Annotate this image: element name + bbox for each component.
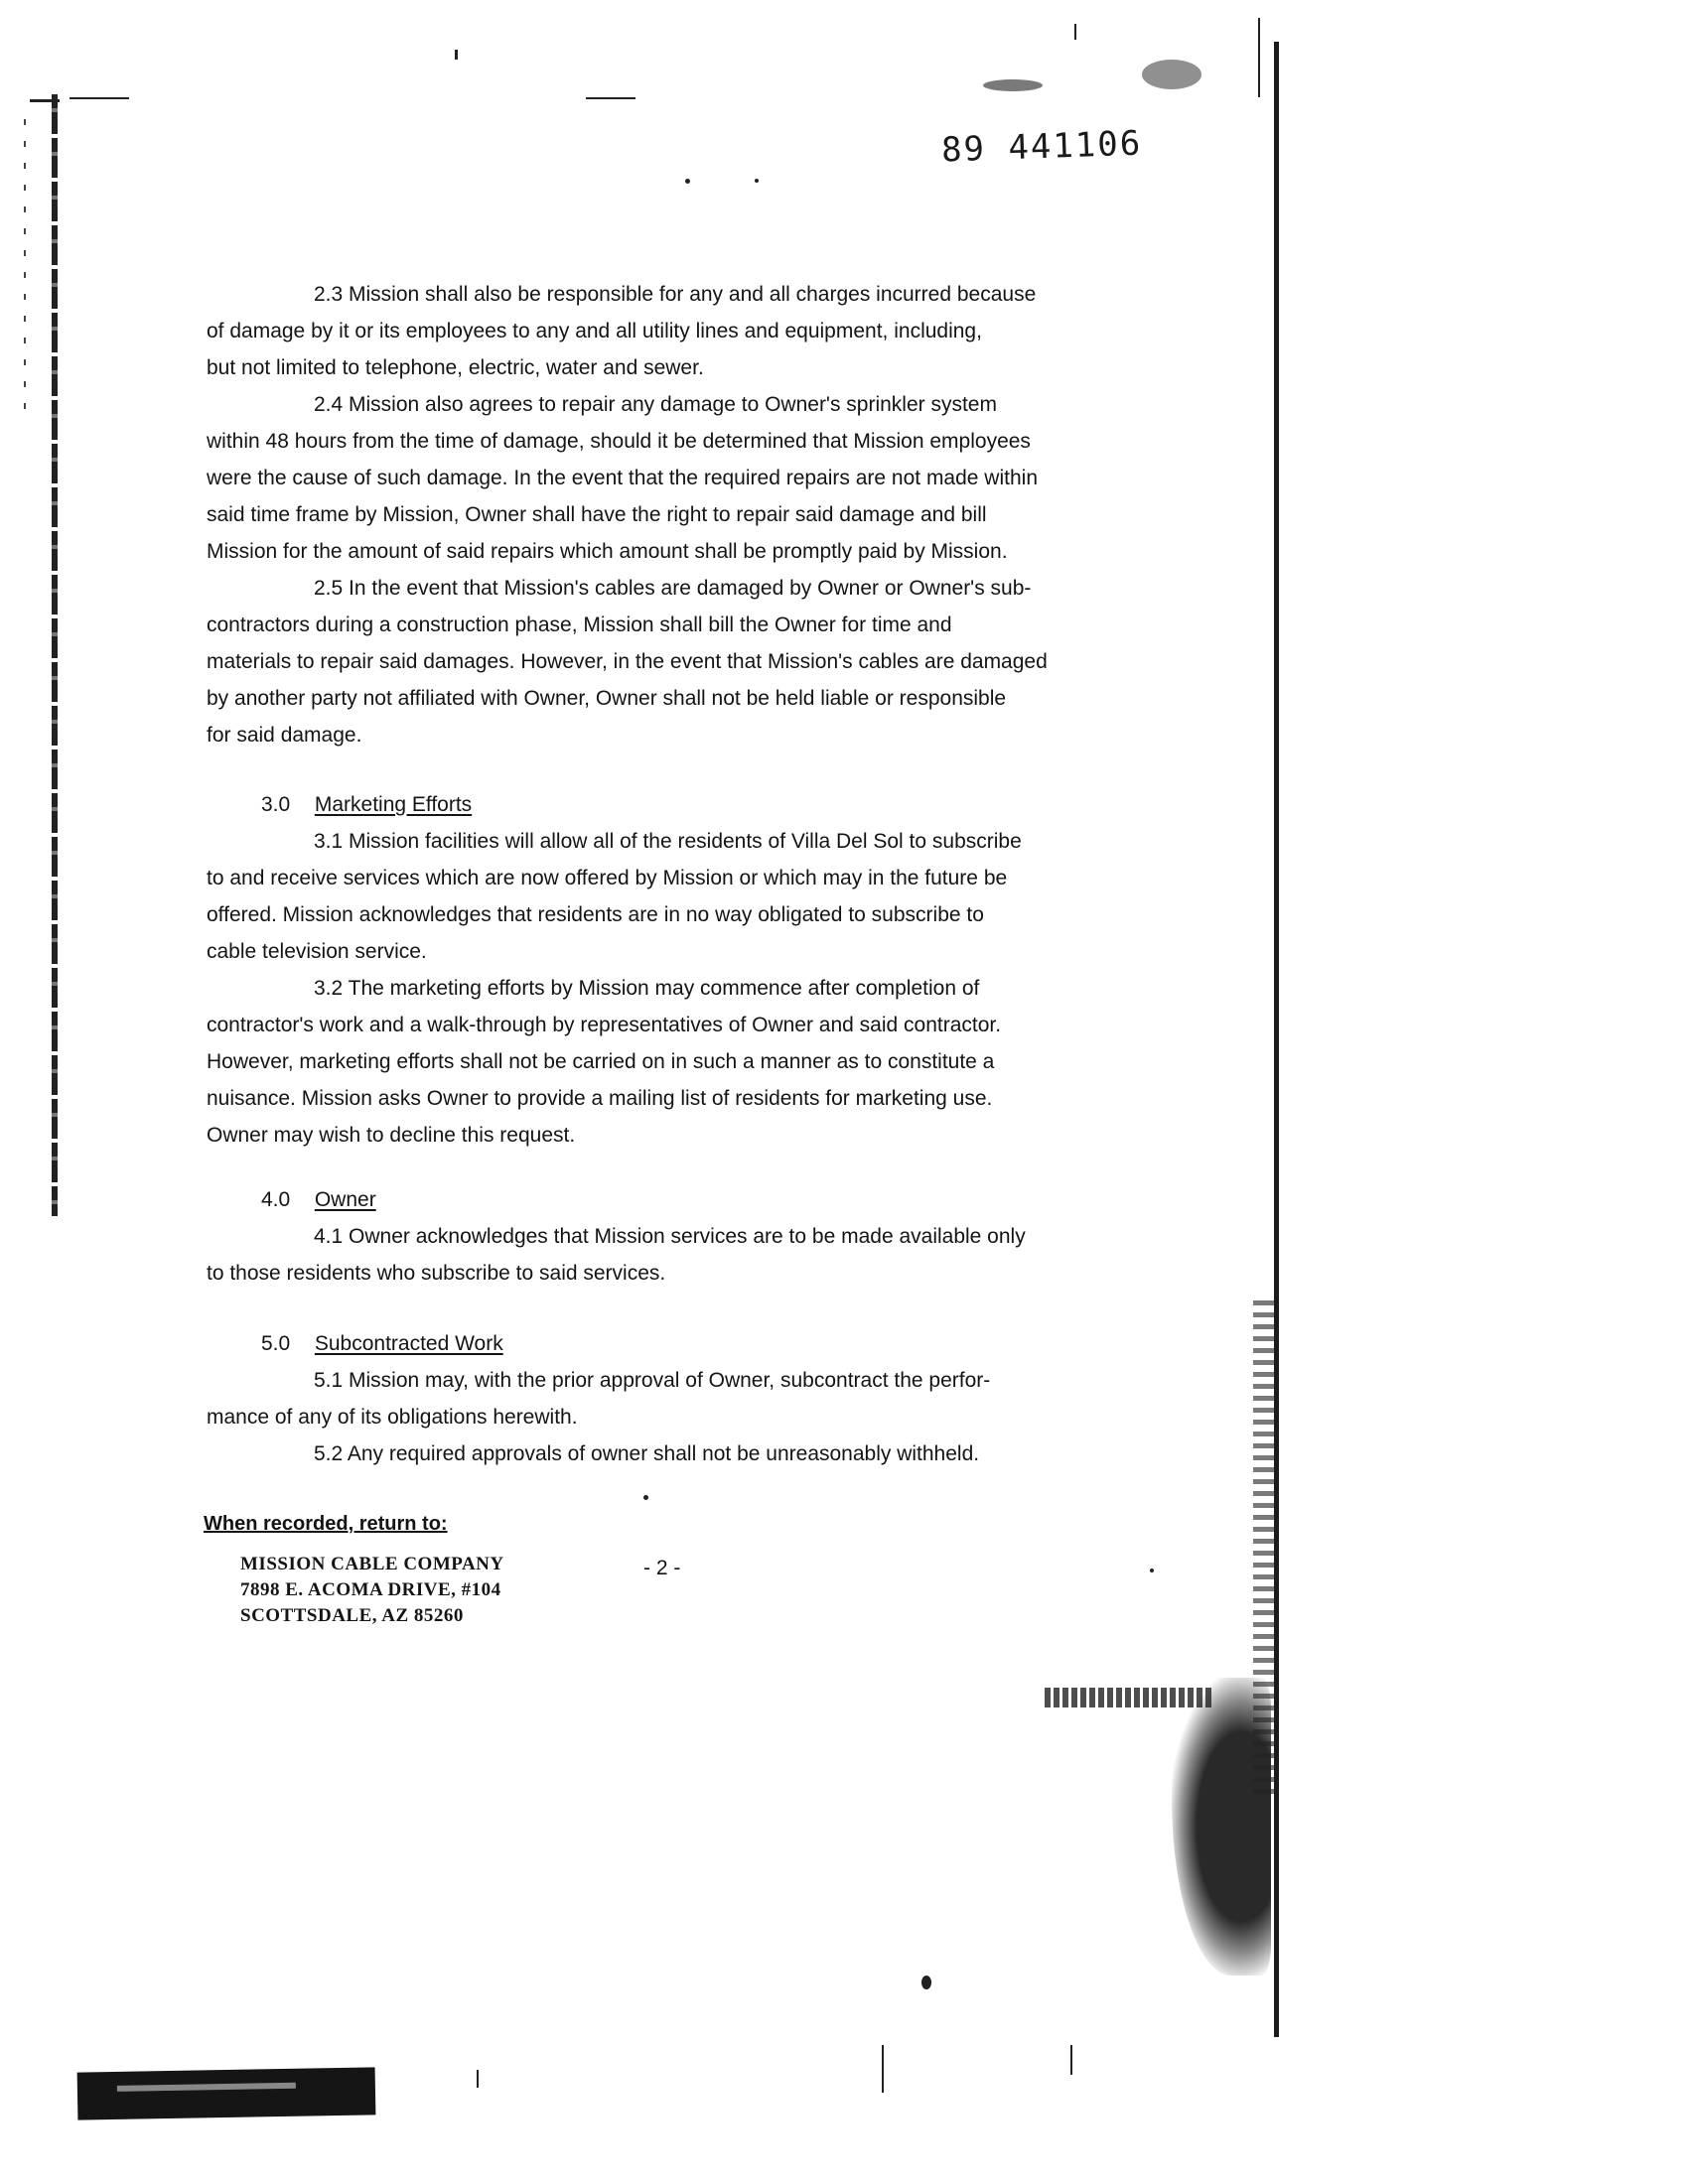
page-number: - 2 -	[643, 1557, 681, 1579]
text-line: mance of any of its obligations herewith.	[207, 1406, 578, 1429]
scan-smudge-edge	[1253, 1300, 1275, 1797]
scan-edge-left	[52, 94, 58, 1216]
text-line: 5.1 Mission may, with the prior approval of Owner, subcontract the perfor-	[314, 1369, 991, 1392]
text-line: within 48 hours from the time of damage, should it be determined that Mission employees	[207, 430, 1031, 453]
return-label: When recorded, return to:	[204, 1513, 448, 1535]
section-title: Subcontracted Work	[314, 1332, 503, 1355]
scan-speck	[1150, 1569, 1154, 1572]
scan-top-noise	[30, 20, 1271, 109]
section-heading-subcontracted-work	[261, 1331, 503, 1357]
section-heading-owner	[261, 1187, 376, 1213]
section-heading-marketing	[261, 792, 472, 818]
document-number: 89 441106	[940, 123, 1143, 171]
text-line: However, marketing efforts shall not be carried on in such a manner as to constitute a	[207, 1050, 995, 1073]
text-line: 2.3 Mission shall also be responsible for any and all charges incurred because	[314, 283, 1037, 306]
text-line: contractor's work and a walk-through by representatives of Owner and said contractor.	[207, 1014, 1002, 1036]
text-line: to those residents who subscribe to said services.	[207, 1262, 666, 1285]
scan-speck	[643, 1495, 648, 1500]
scan-speck	[921, 1976, 931, 1989]
section-title: Marketing Efforts	[314, 793, 473, 816]
address-line: SCOTTSDALE, AZ 85260	[240, 1605, 464, 1626]
text-line: offered. Mission acknowledges that residents are in no way obligated to subscribe to	[207, 903, 984, 926]
text-line: but not limited to telephone, electric, water and sewer.	[207, 356, 704, 379]
text-line: nuisance. Mission asks Owner to provide a mailing list of residents for marketing use.	[207, 1087, 993, 1110]
scan-speck	[685, 179, 690, 184]
text-line: contractors during a construction phase, Mission shall bill the Owner for time and	[207, 614, 952, 636]
scan-tick	[882, 2045, 884, 2093]
text-line: Owner may wish to decline this request.	[207, 1124, 576, 1147]
text-line: Mission for the amount of said repairs which amount shall be promptly paid by Mission.	[207, 540, 1008, 563]
section-number: 4.0	[261, 1188, 291, 1211]
text-line: of damage by it or its employees to any and all utility lines and equipment, including,	[207, 320, 982, 342]
scan-footer-mark	[77, 2067, 376, 2119]
text-line: materials to repair said damages. However, in the event that Mission's cables are damaged	[207, 650, 1048, 673]
scan-edge-left-dots	[24, 119, 26, 417]
text-line: 2.5 In the event that Mission's cables are damaged by Owner or Owner's sub-	[314, 577, 1032, 600]
text-line: for said damage.	[207, 724, 362, 747]
text-line: were the cause of such damage. In the event that the required repairs are not made within	[207, 467, 1038, 489]
scan-tick	[477, 2070, 479, 2088]
text-line: 3.2 The marketing efforts by Mission may commence after completion of	[314, 977, 980, 1000]
scan-tick	[1070, 2045, 1072, 2075]
scan-smudge-band	[1045, 1688, 1213, 1707]
address-line: 7898 E. ACOMA DRIVE, #104	[240, 1579, 501, 1600]
text-line: 5.2 Any required approvals of owner shall not be unreasonably withheld.	[314, 1442, 980, 1465]
text-line: to and receive services which are now offered by Mission or which may in the future be	[207, 867, 1008, 889]
text-line: 4.1 Owner acknowledges that Mission services are to be made available only	[314, 1225, 1026, 1248]
scan-speck	[755, 179, 759, 183]
section-title: Owner	[314, 1188, 376, 1211]
text-line: 3.1 Mission facilities will allow all of the residents of Villa Del Sol to subscribe	[314, 830, 1022, 853]
address-line: MISSION CABLE COMPANY	[240, 1554, 504, 1574]
section-number: 3.0	[261, 793, 291, 816]
text-line: by another party not affiliated with Owner, Owner shall not be held liable or responsible	[207, 687, 1007, 710]
section-number: 5.0	[261, 1332, 291, 1355]
text-line: cable television service.	[207, 940, 427, 963]
text-line: said time frame by Mission, Owner shall have the right to repair said damage and bill	[207, 503, 987, 526]
text-line: 2.4 Mission also agrees to repair any damage to Owner's sprinkler system	[314, 393, 997, 416]
